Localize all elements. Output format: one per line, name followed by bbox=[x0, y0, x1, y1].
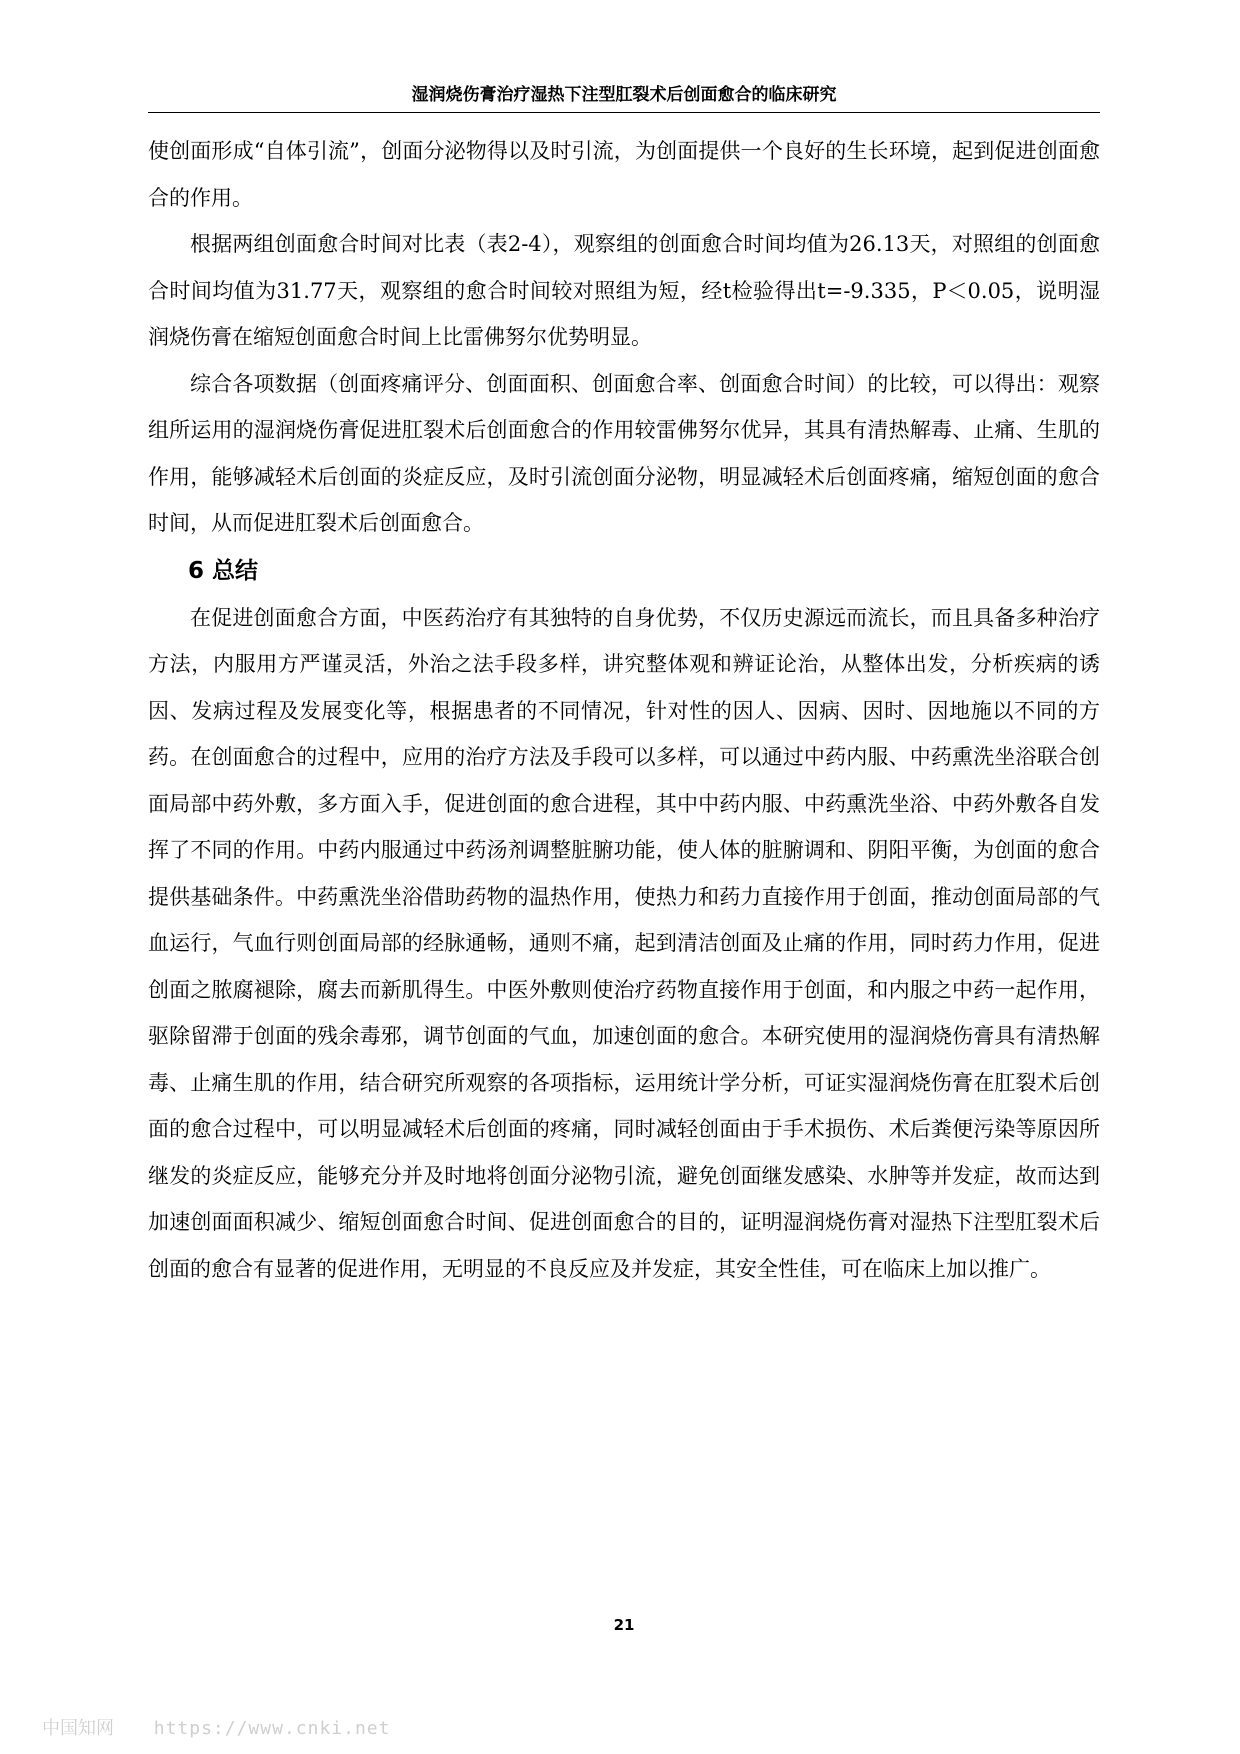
cnki-watermark bbox=[42, 1714, 390, 1740]
body-paragraph-continuation: 使创面形成“自体引流”，创面分泌物得以及时引流，为创面提供一个良好的生长环境，起到促进创面愈合的作用。 bbox=[148, 139, 1100, 210]
watermark-url: https://www.cnki.net bbox=[153, 1718, 391, 1739]
body-paragraph-healing-time: 根据两组创面愈合时间对比表（表2-4），观察组的创面愈合时间均值为26.13天，对照组的创面愈合时间均值为31.77天，观察组的愈合时间较对照组为短，经t检验得出t=-9.335，P＜0.05，说明湿润烧伤膏在缩短创面愈合时间上比雷佛努尔优势明显。 bbox=[148, 232, 1100, 349]
running-header: 湿润烧伤膏治疗湿热下注型肛裂术后创面愈合的临床研究 bbox=[411, 85, 837, 105]
page-number: 21 bbox=[613, 1616, 635, 1634]
header-divider bbox=[148, 112, 1100, 113]
body-paragraph-summary: 在促进创面愈合方面，中医药治疗有其独特的自身优势，不仅历史源远而流长，而且具备多种治疗方法，内服用方严谨灵活，外治之法手段多样，讲究整体观和辨证论治，从整体出发，分析疾病的诱因、发病过程及发展变化等，根据患者的不同情况，针对性的因人、因病、因时、因地施以不同的方药。在创面愈合的过程中，应用的治疗方法及手段可以多样，可以通过中药内服、中药熏洗坐浴联合创面局部中药外敷，多方面入手，促进创面的愈合进程，其中中药内服、中药熏洗坐浴、中药外敷各自发挥了不同的作用。中药内服通过中药汤剂调整脏腑功能，使人体的脏腑调和、阴阳平衡，为创面的愈合提供基础条件。中药熏洗坐浴借助药物的温热作用，使热力和药力直接作用于创面，推动创面局部的气血运行，气血行则创面局部的经脉通畅，通则不痛，起到清洁创面及止痛的作用，同时药力作用，促进创面之脓腐褪除，腐去而新肌得生。中医外敷则使治疗药物直接作用于创面，和内服之中药一起作用，驱除留滞于创面的残余毒邪，调节创面的气血，加速创面的愈合。本研究使用的湿润烧伤膏具有清热解毒、止痛生肌的作用，结合研究所观察的各项指标，运用统计学分析，可证实湿润烧伤膏在肛裂术后创面的愈合过程中，可以明显减轻术后创面的疼痛，同时减轻创面由于手术损伤、术后粪便污染等原因所继发的炎症反应，能够充分并及时地将创面分泌物引流，避免创面继发感染、水肿等并发症，故而达到加速创面面积减少、缩短创面愈合时间、促进创面愈合的目的，证明湿润烧伤膏对湿热下注型肛裂术后创面的愈合有显著的促进作用，无明显的不良反应及并发症，其安全性佳，可在临床上加以推广。 bbox=[148, 605, 1100, 1281]
page-body bbox=[148, 128, 1100, 1292]
watermark-brand: 中国知网 bbox=[42, 1718, 114, 1739]
body-paragraph-comprehensive: 综合各项数据（创面疼痛评分、创面面积、创面愈合率、创面愈合时间）的比较，可以得出：观察组所运用的湿润烧伤膏促进肛裂术后创面愈合的作用较雷佛努尔优异，其具有清热解毒、止痛、生肌的作用，能够减轻术后创面的炎症反应，及时引流创面分泌物，明显减轻术后创面疼痛，缩短创面的愈合时间，从而促进肛裂术后创面愈合。 bbox=[148, 371, 1100, 535]
section-heading-summary: 6 总结 bbox=[188, 557, 259, 584]
